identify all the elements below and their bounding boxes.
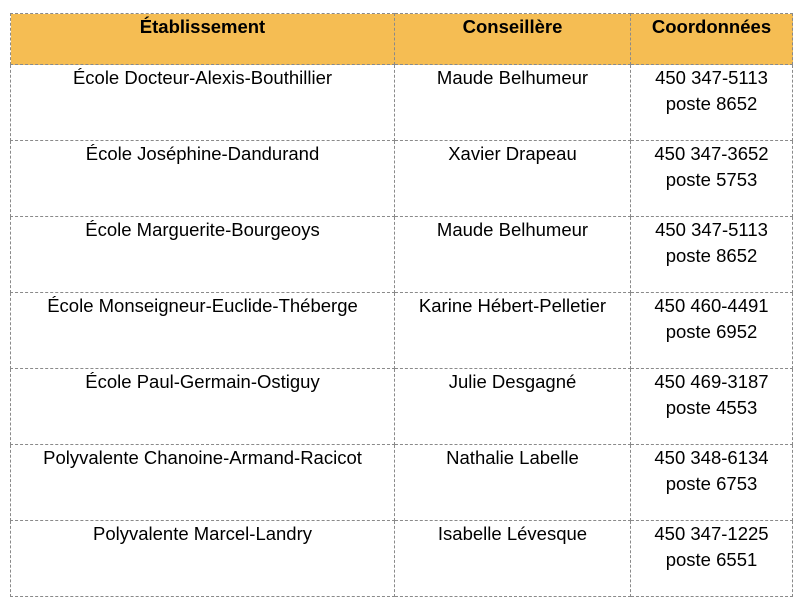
table-row (11, 217, 793, 293)
phone-extension: poste 6551 (665, 549, 758, 570)
table-row (11, 369, 793, 445)
phone-extension: poste 6753 (665, 473, 758, 494)
cell-conseillere: Karine Hébert-Pelletier (395, 293, 631, 369)
table-row (11, 141, 793, 217)
cell-etablissement: École Joséphine-Dandurand (11, 141, 395, 217)
header-conseillere: Conseillère (395, 14, 631, 65)
table-row (11, 293, 793, 369)
cell-conseillere: Xavier Drapeau (395, 141, 631, 217)
cell-conseillere: Nathalie Labelle (395, 445, 631, 521)
header-coordonnees: Coordonnées (631, 14, 793, 65)
phone-extension: poste 8652 (665, 245, 758, 266)
contacts-table (10, 13, 793, 597)
header-row (11, 14, 793, 65)
cell-coordonnees (631, 445, 793, 521)
cell-conseillere: Maude Belhumeur (395, 65, 631, 141)
phone-extension: poste 4553 (665, 397, 758, 418)
cell-coordonnees (631, 369, 793, 445)
cell-coordonnees (631, 293, 793, 369)
phone-number: 450 348-6134 (654, 447, 769, 468)
table-row (11, 445, 793, 521)
cell-etablissement: École Monseigneur-Euclide-Théberge (11, 293, 395, 369)
cell-etablissement: École Paul-Germain-Ostiguy (11, 369, 395, 445)
phone-extension: poste 5753 (665, 169, 758, 190)
phone-extension: poste 8652 (665, 93, 758, 114)
cell-etablissement: École Marguerite-Bourgeoys (11, 217, 395, 293)
table-row (11, 65, 793, 141)
cell-coordonnees (631, 141, 793, 217)
cell-conseillere: Maude Belhumeur (395, 217, 631, 293)
phone-number: 450 347-5113 (655, 219, 768, 240)
table-row (11, 521, 793, 597)
header-etablissement: Établissement (11, 14, 395, 65)
cell-coordonnees (631, 217, 793, 293)
cell-conseillere: Julie Desgagné (395, 369, 631, 445)
phone-extension: poste 6952 (665, 321, 758, 342)
cell-etablissement: Polyvalente Chanoine-Armand-Racicot (11, 445, 395, 521)
cell-coordonnees (631, 65, 793, 141)
phone-number: 450 460-4491 (654, 295, 769, 316)
phone-number: 450 347-3652 (654, 143, 769, 164)
cell-conseillere: Isabelle Lévesque (395, 521, 631, 597)
cell-etablissement: Polyvalente Marcel-Landry (11, 521, 395, 597)
phone-number: 450 469-3187 (654, 371, 769, 392)
cell-etablissement: École Docteur-Alexis-Bouthillier (11, 65, 395, 141)
phone-number: 450 347-1225 (654, 523, 769, 544)
phone-number: 450 347-5113 (655, 67, 768, 88)
cell-coordonnees (631, 521, 793, 597)
